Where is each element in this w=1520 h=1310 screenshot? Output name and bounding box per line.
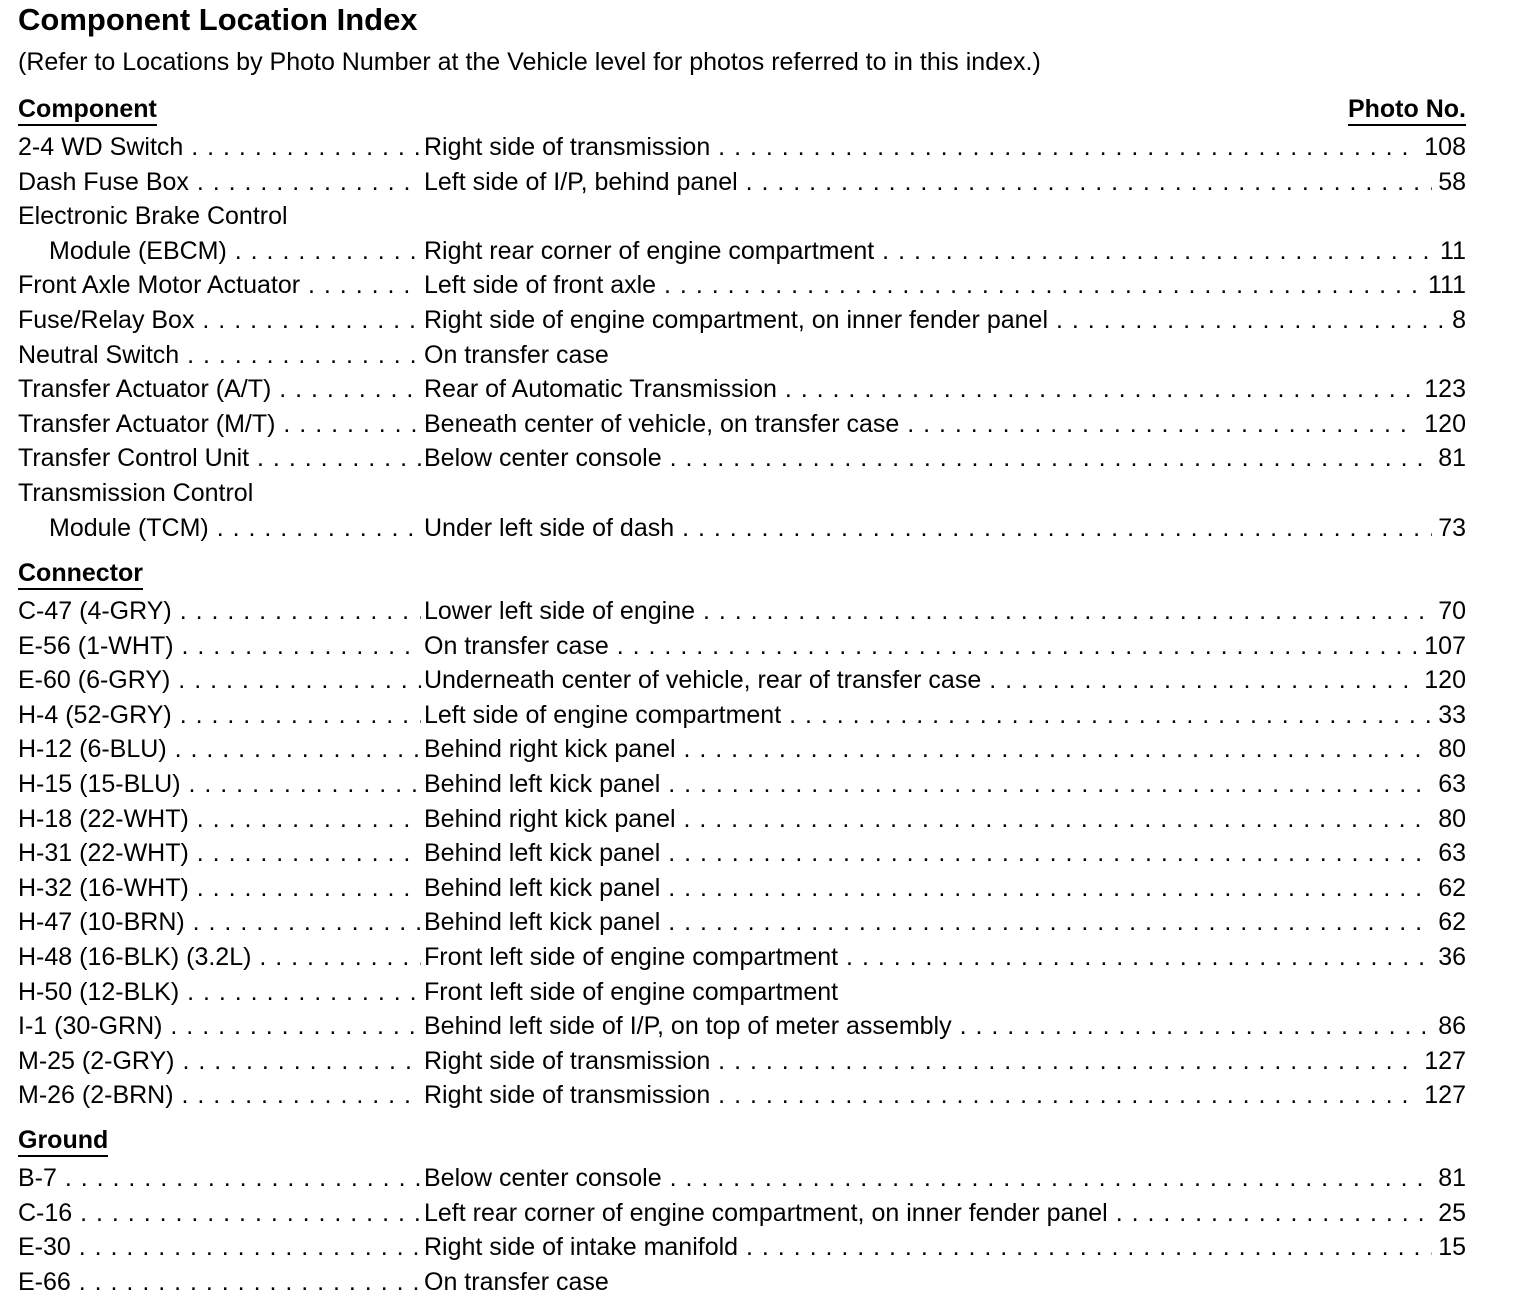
item-location: Right side of engine compartment, on inner fender panel . . .	[424, 303, 1466, 338]
index-row	[18, 1265, 1466, 1300]
photo-number: 62	[1432, 905, 1466, 940]
index-row	[18, 130, 1466, 165]
item-location: On transfer case	[424, 340, 609, 369]
index-row	[18, 268, 1466, 303]
item-name: E-30 . . .	[18, 1230, 421, 1265]
photo-number: 120	[1418, 407, 1466, 442]
photo-number: 81	[1432, 1161, 1466, 1196]
photo-number: 107	[1418, 629, 1466, 664]
item-location: Left side of engine compartment . . .	[424, 698, 1466, 733]
item-name: Fuse/Relay Box . . .	[18, 303, 421, 338]
item-name: M-26 (2-BRN) . . .	[18, 1078, 421, 1113]
index-row	[18, 165, 1466, 200]
item-location: Left rear corner of engine compartment, on inner fender panel . . .	[424, 1196, 1466, 1231]
item-name: Dash Fuse Box . . .	[18, 165, 421, 200]
photo-number: 63	[1432, 767, 1466, 802]
item-location: Behind left kick panel . . .	[424, 767, 1466, 802]
item-name: H-32 (16-WHT) . . .	[18, 871, 421, 906]
photo-number: 80	[1432, 802, 1466, 837]
photo-number: 62	[1432, 871, 1466, 906]
item-name: C-16 . . .	[18, 1196, 421, 1231]
photo-number: 70	[1432, 594, 1466, 629]
photo-number: 58	[1432, 165, 1466, 200]
item-location: Front left side of engine compartment . . .	[424, 940, 1466, 975]
item-name: H-48 (16-BLK) (3.2L) . . .	[18, 940, 421, 975]
item-location: Underneath center of vehicle, rear of transfer case . . .	[424, 663, 1466, 698]
photo-number: 127	[1418, 1078, 1466, 1113]
page-title: Component Location Index	[18, 2, 418, 37]
photo-number: 127	[1418, 1044, 1466, 1079]
index-row	[18, 1161, 1466, 1196]
index-row	[18, 372, 1466, 407]
item-location: Rear of Automatic Transmission . . .	[424, 372, 1466, 407]
item-name: C-47 (4-GRY) . . .	[18, 594, 421, 629]
item-name: H-31 (22-WHT) . . .	[18, 836, 421, 871]
item-location: Right side of transmission . . .	[424, 1044, 1466, 1079]
index-row	[18, 767, 1466, 802]
item-name: Transfer Control Unit . . .	[18, 441, 421, 476]
photo-number: 123	[1418, 372, 1466, 407]
item-location: Right side of intake manifold . . .	[424, 1230, 1466, 1265]
item-name: Module (EBCM) . . .	[49, 234, 421, 269]
item-location: Behind left kick panel . . .	[424, 905, 1466, 940]
photo-number-heading: Photo No.	[1348, 94, 1466, 126]
item-name: Electronic Brake Control	[18, 202, 288, 231]
item-name: 2-4 WD Switch . . .	[18, 130, 421, 165]
ground-rows	[18, 1161, 1466, 1299]
photo-number: 15	[1432, 1230, 1466, 1265]
index-row	[18, 1078, 1466, 1113]
item-location: Right rear corner of engine compartment . . .	[424, 234, 1466, 269]
index-row	[18, 975, 1466, 1010]
item-name: Transfer Actuator (M/T) . . .	[18, 407, 421, 442]
index-row	[18, 732, 1466, 767]
item-name: M-25 (2-GRY) . . .	[18, 1044, 421, 1079]
photo-number: 11	[1434, 234, 1466, 269]
item-name: H-4 (52-GRY) . . .	[18, 698, 421, 733]
item-location: Behind left kick panel . . .	[424, 836, 1466, 871]
photo-number: 73	[1432, 511, 1466, 546]
index-row	[18, 1009, 1466, 1044]
item-name: E-56 (1-WHT) . . .	[18, 629, 421, 664]
item-location: Beneath center of vehicle, on transfer case . . .	[424, 407, 1466, 442]
photo-number: 8	[1446, 303, 1466, 338]
photo-number: 86	[1432, 1009, 1466, 1044]
item-location: Lower left side of engine . . .	[424, 594, 1466, 629]
item-location: Right side of transmission . . .	[424, 1078, 1466, 1113]
index-row	[18, 629, 1466, 664]
photo-number: 36	[1432, 940, 1466, 975]
ground-section	[18, 1125, 1466, 1299]
component-rows	[18, 130, 1466, 545]
item-location: Right side of transmission . . .	[424, 130, 1466, 165]
page-subtitle: (Refer to Locations by Photo Number at the Vehicle level for photos referred to in this index.)	[18, 48, 1041, 76]
section-heading-component: Component	[18, 94, 157, 126]
index-row	[18, 511, 1466, 546]
index-row	[18, 476, 1466, 511]
index-row	[18, 199, 1466, 234]
index-row	[18, 594, 1466, 629]
item-location: Front left side of engine compartment	[424, 977, 839, 1006]
item-location: Behind left side of I/P, on top of meter assembly . . .	[424, 1009, 1466, 1044]
connector-section	[18, 558, 1466, 1113]
photo-number: 80	[1432, 732, 1466, 767]
index-row	[18, 1044, 1466, 1079]
item-name: E-60 (6-GRY) . . .	[18, 663, 421, 698]
item-location: Left side of I/P, behind panel . . .	[424, 165, 1466, 200]
photo-number: 25	[1432, 1196, 1466, 1231]
item-name: H-15 (15-BLU) . . .	[18, 767, 421, 802]
item-location: On transfer case	[424, 1267, 609, 1296]
photo-number: 63	[1432, 836, 1466, 871]
photo-number: 120	[1418, 663, 1466, 698]
item-location: Left side of front axle . . .	[424, 268, 1466, 303]
index-row	[18, 871, 1466, 906]
item-name: Neutral Switch . . .	[18, 338, 421, 373]
photo-number: 33	[1432, 698, 1466, 733]
photo-number: 81	[1432, 441, 1466, 476]
photo-number: 111	[1422, 268, 1466, 303]
item-name: H-12 (6-BLU) . . .	[18, 732, 421, 767]
item-name: B-7 . . .	[18, 1161, 421, 1196]
index-row	[18, 407, 1466, 442]
index-row	[18, 836, 1466, 871]
item-name: Transmission Control	[18, 478, 254, 507]
index-row	[18, 663, 1466, 698]
item-name: H-18 (22-WHT) . . .	[18, 802, 421, 837]
item-location: Behind left kick panel . . .	[424, 871, 1466, 906]
item-name: H-50 (12-BLK) . . .	[18, 975, 421, 1010]
item-name: H-47 (10-BRN) . . .	[18, 905, 421, 940]
index-row	[18, 338, 1466, 373]
index-row	[18, 905, 1466, 940]
section-heading-connector: Connector	[18, 558, 143, 590]
index-row	[18, 1230, 1466, 1265]
index-row	[18, 441, 1466, 476]
item-location: Behind right kick panel . . .	[424, 802, 1466, 837]
index-row	[18, 1196, 1466, 1231]
index-row	[18, 698, 1466, 733]
item-location: On transfer case . . .	[424, 629, 1466, 664]
item-location: Behind right kick panel . . .	[424, 732, 1466, 767]
index-row	[18, 234, 1466, 269]
item-name: I-1 (30-GRN) . . .	[18, 1009, 421, 1044]
photo-number: 108	[1418, 130, 1466, 165]
section-heading-ground: Ground	[18, 1125, 108, 1157]
index-row	[18, 940, 1466, 975]
item-name: Transfer Actuator (A/T) . . .	[18, 372, 421, 407]
component-section	[18, 94, 1466, 545]
item-name: Module (TCM) . . .	[49, 511, 421, 546]
item-location: Under left side of dash . . .	[424, 511, 1466, 546]
connector-rows	[18, 594, 1466, 1113]
item-name: E-66 . . .	[18, 1265, 421, 1300]
index-row	[18, 802, 1466, 837]
item-name: Front Axle Motor Actuator . . .	[18, 268, 421, 303]
item-location: Below center console . . .	[424, 1161, 1466, 1196]
item-location: Below center console . . .	[424, 441, 1466, 476]
index-row	[18, 303, 1466, 338]
